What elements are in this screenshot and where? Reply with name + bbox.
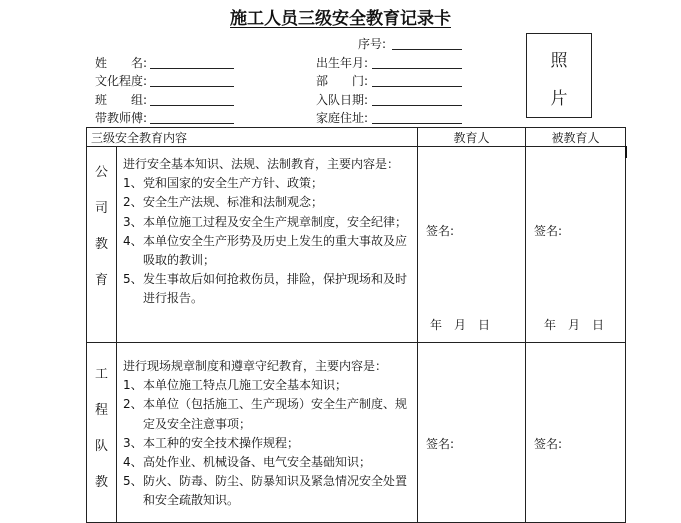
page-title: 施工人员三级安全教育记录卡 — [230, 9, 451, 29]
entry-date-field[interactable] — [372, 105, 462, 106]
education-label: 文化程度: — [95, 74, 148, 88]
educatee-signature-team[interactable]: 签名: — [526, 343, 626, 523]
entry-date-label: 入队日期: — [316, 93, 369, 107]
section-label-company: 公 司 教 育 — [87, 147, 117, 343]
dept-field[interactable] — [372, 86, 462, 87]
photo-box — [526, 33, 592, 118]
section-content-team: 进行现场规章制度和遵章守纪教育，主要内容是： 1、 本单位施工特点几施工安全基本知识； 2、 本单位（包括施工、生产现场）安全生产制度、规定及安全注意事项； 3、 本工种的安全技术操作规程； 4、 高处作业、机械设备、电气安全基础知识； 5、 防火、防毒、防尘、防暴知识及紧急情况安全处置和安全疏散知识。 — [117, 343, 418, 523]
dept-label: 部 门: — [316, 74, 369, 88]
educatee-signature-company[interactable]: 签名: 年 月 日 — [526, 147, 626, 343]
educator-signature-company[interactable]: 签名: 年 月 日 — [418, 147, 526, 343]
section-label-team: 工 程 队 教 — [87, 343, 117, 523]
mentor-label: 带教师傅: — [95, 111, 148, 125]
serial-label: 序号: — [358, 37, 387, 51]
team-field[interactable] — [150, 105, 234, 106]
name-field[interactable] — [150, 68, 234, 69]
birth-label: 出生年月: — [316, 56, 369, 70]
header-educatee: 被教育人 — [526, 128, 626, 147]
table-header-row — [87, 128, 626, 147]
header-educator: 教育人 — [418, 128, 526, 147]
education-field[interactable] — [150, 86, 234, 87]
mentor-field[interactable] — [150, 123, 234, 124]
educator-signature-team[interactable]: 签名: — [418, 343, 526, 523]
table-row — [87, 343, 626, 523]
team-label: 班 组: — [95, 93, 148, 107]
table-row — [87, 147, 626, 343]
photo-label-2: 片 — [550, 89, 568, 109]
address-label: 家庭住址: — [316, 111, 369, 125]
name-label: 姓 名: — [95, 56, 148, 70]
birth-field[interactable] — [372, 68, 462, 69]
serial-field[interactable] — [392, 49, 462, 50]
address-field[interactable] — [372, 123, 462, 124]
photo-label-1: 照 — [550, 51, 568, 71]
education-table — [86, 127, 626, 523]
section-content-company: 进行安全基本知识、法规、法制教育，主要内容是： 1、 党和国家的安全生产方针、政策； 2、 安全生产法规、标准和法制观念； 3、 本单位施工过程及安全生产规章制度，安全纪律； 4、 本单位安全生产形势及历史上发生的重大事故及应吸取的教训； 5、 发生事故后如何抢救伤员，排险，保护现场和及时进行报告。 — [117, 147, 418, 343]
header-content: 三级安全教育内容 — [87, 128, 418, 147]
cursor-mark — [625, 146, 627, 158]
